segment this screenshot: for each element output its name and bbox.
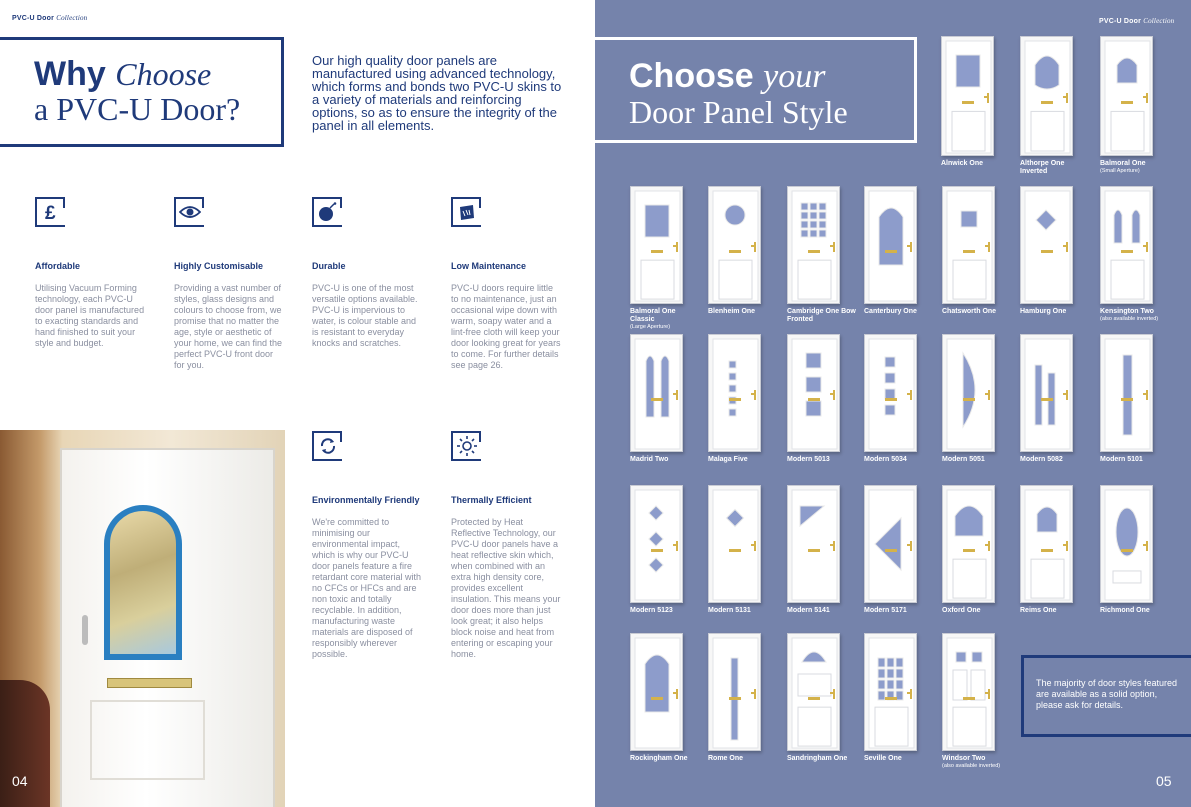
right-page <box>595 0 1191 807</box>
door-style-name: Malaga Five <box>708 456 748 463</box>
choose-title-line1 <box>629 58 914 95</box>
door-style-image <box>941 36 994 156</box>
door-style-name: Oxford One <box>942 607 981 614</box>
title-why: Why <box>34 55 106 93</box>
feature-body: Utilising Vacuum Forming technology, each PVC-U door panel is manufactured to exacting standards and hand finished to suit your style and budget. <box>35 283 145 348</box>
door-style-image <box>708 485 761 603</box>
door-style-image <box>1020 334 1073 452</box>
feature-affordable <box>35 197 147 349</box>
door-style-image <box>787 334 840 452</box>
door-style-name: Modern 5131 <box>708 607 751 614</box>
feature-body: Protected by Heat Reflective Technology, our PVC-U door panels have a heat reflective skin which, when combined with an extra high density core, provides excellent insulation. This means your door does more than just look great; it also helps block noise and heat from entering or escaping your home. <box>451 517 561 659</box>
left-page <box>0 0 595 807</box>
page-number-left: 04 <box>12 773 28 789</box>
feature-durable <box>312 197 424 349</box>
feature-body: We're committed to minimising our environmental impact, which is why our PVC-U door panels feature a fire retardant core material with no CFCs or HFCs and are non toxic and totally recyclable. In addition, manufacturing waste materials are disposed of responsibly wherever possible. <box>312 517 422 659</box>
door-style-name: Modern 5101 <box>1100 456 1143 463</box>
brand-name: PVC-U Door <box>1099 18 1142 25</box>
door-style-name: Reims One <box>1020 607 1057 614</box>
door-style-name: Rockingham One <box>630 755 688 762</box>
door-style-image <box>864 334 917 452</box>
door-style-image <box>630 186 683 304</box>
title-choose: Choose <box>115 56 212 92</box>
intro-paragraph: Our high quality door panels are manufactured using advanced technology, which forms and bonds two PVC-U skins to a variety of materials and reinforcing options, so as to ensure the integrity of the panel in all elements. <box>312 53 562 133</box>
title-your: your <box>763 58 826 95</box>
recycle-icon <box>312 431 342 461</box>
door-style-image <box>630 633 683 751</box>
door-style-image <box>708 186 761 304</box>
door-style-name: Blenheim One <box>708 308 756 315</box>
door-style-name: Hamburg One <box>1020 308 1067 315</box>
door-style-name: Modern 5051 <box>942 456 985 463</box>
page-title-line1 <box>34 56 281 92</box>
door-style-name: Althorpe One Inverted <box>1020 160 1065 175</box>
door-style-name: Modern 5034 <box>864 456 907 463</box>
door-style-name: Canterbury One <box>864 308 917 315</box>
door-style-name: Sandringham One <box>787 755 848 762</box>
feature-heading: Durable <box>312 261 346 271</box>
door-style-name: Windsor Two <box>942 755 986 762</box>
door-style-image <box>942 334 995 452</box>
door-style-note: (Small Aperture) <box>1100 168 1140 174</box>
door-style-image <box>864 186 917 304</box>
eye-icon <box>174 197 204 227</box>
door-style-name: Alnwick One <box>941 160 984 167</box>
choose-style-title-box <box>595 37 917 143</box>
door-style-image <box>787 186 840 304</box>
door-style-name: Kensington Two <box>1100 308 1154 315</box>
door-style-image <box>1100 485 1153 603</box>
feature-heading: Highly Customisable <box>174 261 264 271</box>
why-choose-title-box <box>0 37 284 147</box>
door-style-name: Chatsworth One <box>942 308 997 315</box>
brand-sub: Collection <box>1143 17 1175 25</box>
door-style-name: Modern 5171 <box>864 607 907 614</box>
feature-heading: Affordable <box>35 261 80 271</box>
brand-header-right <box>1099 17 1174 25</box>
door-style-note: (also available inverted) <box>942 763 1001 769</box>
door-style-name: Balmoral One Classic <box>630 308 676 323</box>
door-style-image <box>630 485 683 603</box>
door-style-image <box>1020 485 1073 603</box>
door-style-name: Richmond One <box>1100 607 1150 614</box>
feature-body: PVC-U doors require little to no maintenance, just an occasional wipe down with warm, soapy water and a lint-free cloth will keep your door looking great for years to come. For further details see page 26. <box>451 283 561 370</box>
door-style-image <box>708 334 761 452</box>
door-style-name: Rome One <box>708 755 744 762</box>
cleaning-cloth-icon <box>451 197 481 227</box>
door-style-image <box>942 186 995 304</box>
door-style-image <box>1100 186 1153 304</box>
brand-header-left <box>12 14 87 22</box>
door-style-name: Balmoral One <box>1100 160 1146 167</box>
door-style-image <box>1020 36 1073 156</box>
pound-sign-icon <box>35 197 65 227</box>
door-style-image <box>864 633 917 751</box>
door-style-image <box>942 633 995 751</box>
feature-customisable <box>174 197 286 371</box>
title-choose: Choose <box>629 57 754 95</box>
choose-title-line2: Door Panel Style <box>629 94 848 130</box>
note-text: The majority of door styles featured are available as a solid option, please ask for details. <box>1036 678 1178 710</box>
bomb-icon <box>312 197 342 227</box>
door-style-name: Madrid Two <box>630 456 669 463</box>
door-style-image <box>1100 334 1153 452</box>
door-style-name: Modern 5123 <box>630 607 673 614</box>
door-style-image <box>708 633 761 751</box>
door-style-name: Seville One <box>864 755 902 762</box>
solid-option-note <box>1021 655 1191 737</box>
feature-heading: Low Maintenance <box>451 261 527 271</box>
door-style-image <box>787 485 840 603</box>
door-style-image <box>787 633 840 751</box>
photo-door <box>60 448 275 807</box>
photo-door-panel <box>90 700 205 780</box>
feature-heading: Environmentally Friendly <box>312 495 420 505</box>
sun-icon <box>451 431 481 461</box>
door-style-image <box>942 485 995 603</box>
feature-body: PVC-U is one of the most versatile options available. PVC-U is impervious to water, is colour stable and is resistant to everyday knocks and scratches. <box>312 283 418 348</box>
photo-door-letterbox <box>107 678 192 688</box>
door-style-name: Modern 5013 <box>787 456 830 463</box>
door-style-image <box>1100 36 1153 156</box>
feature-body: Providing a vast number of styles, glass designs and colours to choose from, we promise that no matter the age, style or aesthetic of your home, we can find the perfect PVC-U front door for you. <box>174 283 283 370</box>
door-style-image <box>864 485 917 603</box>
door-style-image <box>1020 186 1073 304</box>
feature-low-maintenance <box>451 197 563 371</box>
feature-environmentally-friendly <box>312 431 424 660</box>
brand-name: PVC-U Door <box>12 15 55 22</box>
brand-sub: Collection <box>56 14 88 22</box>
door-style-note: (Large Aperture) <box>630 324 671 330</box>
door-photo <box>0 430 285 807</box>
door-style-name: Cambridge One Bow Fronted <box>787 308 856 323</box>
door-style-name: Modern 5082 <box>1020 456 1063 463</box>
feature-heading: Thermally Efficient <box>451 495 532 505</box>
page-title-line2: a PVC-U Door? <box>34 91 241 127</box>
door-style-image <box>630 334 683 452</box>
svg-text:£: £ <box>45 203 56 222</box>
feature-thermally-efficient <box>451 431 563 660</box>
page-number-right: 05 <box>1156 773 1172 789</box>
photo-door-handle <box>82 615 88 645</box>
door-style-note: (also available inverted) <box>1100 316 1159 322</box>
photo-door-stained-glass <box>104 505 182 660</box>
door-style-name: Modern 5141 <box>787 607 830 614</box>
